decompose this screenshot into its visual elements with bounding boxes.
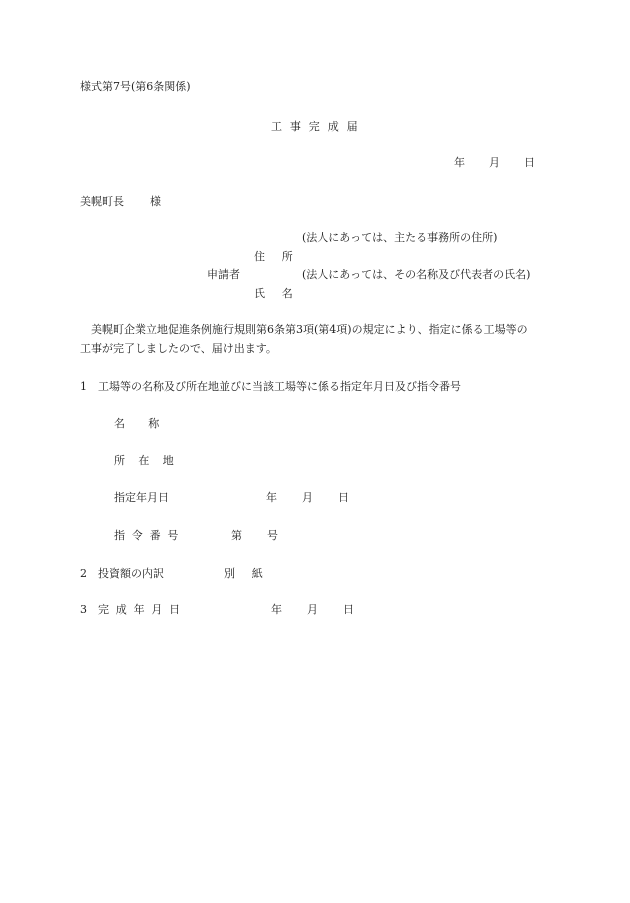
date-month-label: 月: [489, 156, 500, 169]
item-2-number: 2: [80, 567, 87, 580]
order-number-label: 指 令 番 号: [114, 529, 181, 542]
facility-name-label: 名 称: [114, 417, 170, 430]
completion-month-label: 月: [307, 603, 318, 616]
completion-day-label: 日: [343, 603, 354, 616]
completion-year-label: 年: [271, 603, 282, 616]
date-day-label: 日: [524, 156, 535, 169]
name-note: (法人にあっては、その名称及び代表者の氏名): [302, 268, 531, 281]
date-year-label: 年: [454, 156, 465, 169]
address-label: 住 所: [254, 250, 300, 263]
designation-date-label: 指定年月日: [114, 491, 169, 504]
item-3-text: 完 成 年 月 日: [98, 603, 182, 616]
item-2-value: 別 紙: [224, 567, 270, 580]
order-number-suffix: 号: [267, 529, 278, 542]
applicant-label: 申請者: [207, 268, 240, 281]
address-note: (法人にあっては、主たる事務所の住所): [302, 231, 498, 244]
facility-location-label: 所 在 地: [114, 454, 179, 467]
document-title: 工 事 完 成 届: [271, 120, 360, 133]
form-number: 様式第7号(第6条関係): [80, 80, 191, 93]
designation-month-label: 月: [302, 491, 313, 504]
designation-day-label: 日: [338, 491, 349, 504]
body-line-1: 美幌町企業立地促進条例施行規則第6条第3項(第4項)の規定により、指定に係る工場等の: [91, 323, 528, 336]
addressee-name: 美幌町長: [80, 195, 124, 208]
designation-year-label: 年: [266, 491, 277, 504]
name-label: 氏 名: [254, 287, 300, 300]
item-2-text: 投資額の内訳: [98, 567, 164, 580]
body-line-2: 工事が完了しましたので、届け出ます。: [80, 342, 277, 355]
item-3-number: 3: [80, 603, 87, 616]
item-1-number: 1: [80, 380, 87, 393]
order-number-prefix: 第: [231, 529, 242, 542]
addressee-honorific: 様: [150, 195, 161, 208]
item-1-text: 工場等の名称及び所在地並びに当該工場等に係る指定年月日及び指令番号: [98, 380, 461, 393]
